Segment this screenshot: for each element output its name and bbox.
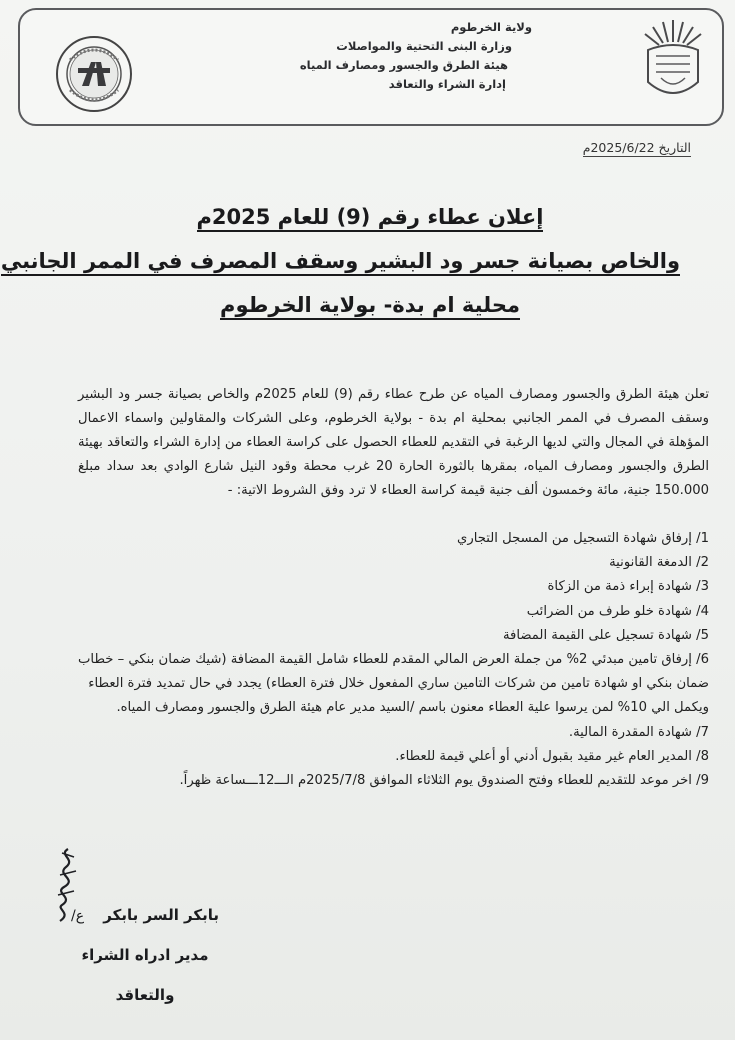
title-line-2-text: والخاص بصيانة جسر ود البشير وسقف المصرف في الممر الجانبي xyxy=(1,249,680,276)
header-line-authority: هيئة الطرق والجسور ومصارف المياه xyxy=(299,58,508,72)
signer-mark: ع/ xyxy=(70,908,85,924)
title-line-1 xyxy=(60,195,680,239)
conditions-list xyxy=(78,527,709,793)
signer-name-text: بابكر السر بابكر xyxy=(103,906,220,924)
condition-item: 7/ شهادة المقدرة المالية. xyxy=(568,724,709,740)
condition-item: 5/ شهادة تسجيل على القيمة المضافة xyxy=(502,627,709,643)
letterhead-text xyxy=(202,18,532,94)
condition-item: 3/ شهادة إبراء ذمة من الزكاة xyxy=(547,579,709,595)
letterhead-box xyxy=(18,8,724,126)
khartoum-state-emblem-icon xyxy=(628,12,718,107)
header-line-ministry: وزارة البنى التحتية والمواصلات xyxy=(336,39,512,53)
document-date: التاريخ 2025/6/22م xyxy=(582,140,691,155)
announcement-body xyxy=(78,383,709,503)
condition-item: 1/ إرفاق شهادة التسجيل من المسجل التجاري xyxy=(457,531,709,546)
condition-item: 8/ المدير العام غير مقيد بقبول أدني أو أعلي قيمة للعطاء. xyxy=(395,748,709,764)
body-paragraph: تعلن هيئة الطرق والجسور ومصارف المياه عن طرح عطاء رقم (9) للعام 2025م والخاص بصيانة جسر ود البشير وسقف المصرف في الممر الجانبي بمحلية ام بدة - بولاية الخرطوم، وعلى الشركات والمقاولين واسماء الاعمال المؤهلة في المجال والتي لديها الرغبة في التقديم للعطاء الحصول على كراسة العطاء من إدارة الشراء والتعاقد بهيئة الطرق والجسور ومصارف المياه، بمقرها بالثورة الحارة 20 غرب محطة وقود النيل شارع الوادي بعد سداد مبلغ 150.000 جنية، مائة وخمسون ألف جنية قيمة كراسة العطاء لا ترد وفق الشروط الاتية: - xyxy=(78,387,710,498)
condition-item: 6/ إرفاق تامين مبدئي 2% من جملة العرض المالي المقدم للعطاء شامل القيمة المضافة (شيك ضمان بنكي – خطاب ضمان بنكي او شهادة تامين من شركات التامين ساري المفعول خلال فترة العطاء) يجدد في حال تمديد فترة العطاء ويكمل الي 10% لمن يرسوا علية العطاء معنون باسم /السيد مدير عام هيئة الطرق والجسور ومصارف المياه. xyxy=(78,652,709,716)
condition-item: 2/ الدمغة القانونية xyxy=(609,555,709,571)
title-line-3-text: محلية ام بدة- بولاية الخرطوم xyxy=(220,293,520,320)
condition-item: 9/ اخر موعد للتقديم للعطاء وفتح الصندوق يوم الثلاثاء الموافق 2025/7/8م الـــ12ـــساعة ظهراً. xyxy=(179,773,709,789)
roads-bridges-authority-seal-icon xyxy=(54,34,134,114)
header-line-department: إدارة الشراء والتعاقد xyxy=(388,77,506,91)
title-line-2 xyxy=(0,239,680,283)
announcement-title xyxy=(0,195,680,327)
signer-role: مدير ادراه الشراء والتعاقد xyxy=(81,946,209,1004)
condition-item: 4/ شهادة خلو طرف من الضرائب xyxy=(526,603,709,619)
signer-name xyxy=(50,900,240,931)
title-line-3 xyxy=(60,283,680,327)
title-line-1-text: إعلان عطاء رقم (9) للعام 2025م xyxy=(197,205,544,232)
signer-block xyxy=(50,900,240,1015)
header-line-state: ولاية الخرطوم xyxy=(450,20,532,34)
